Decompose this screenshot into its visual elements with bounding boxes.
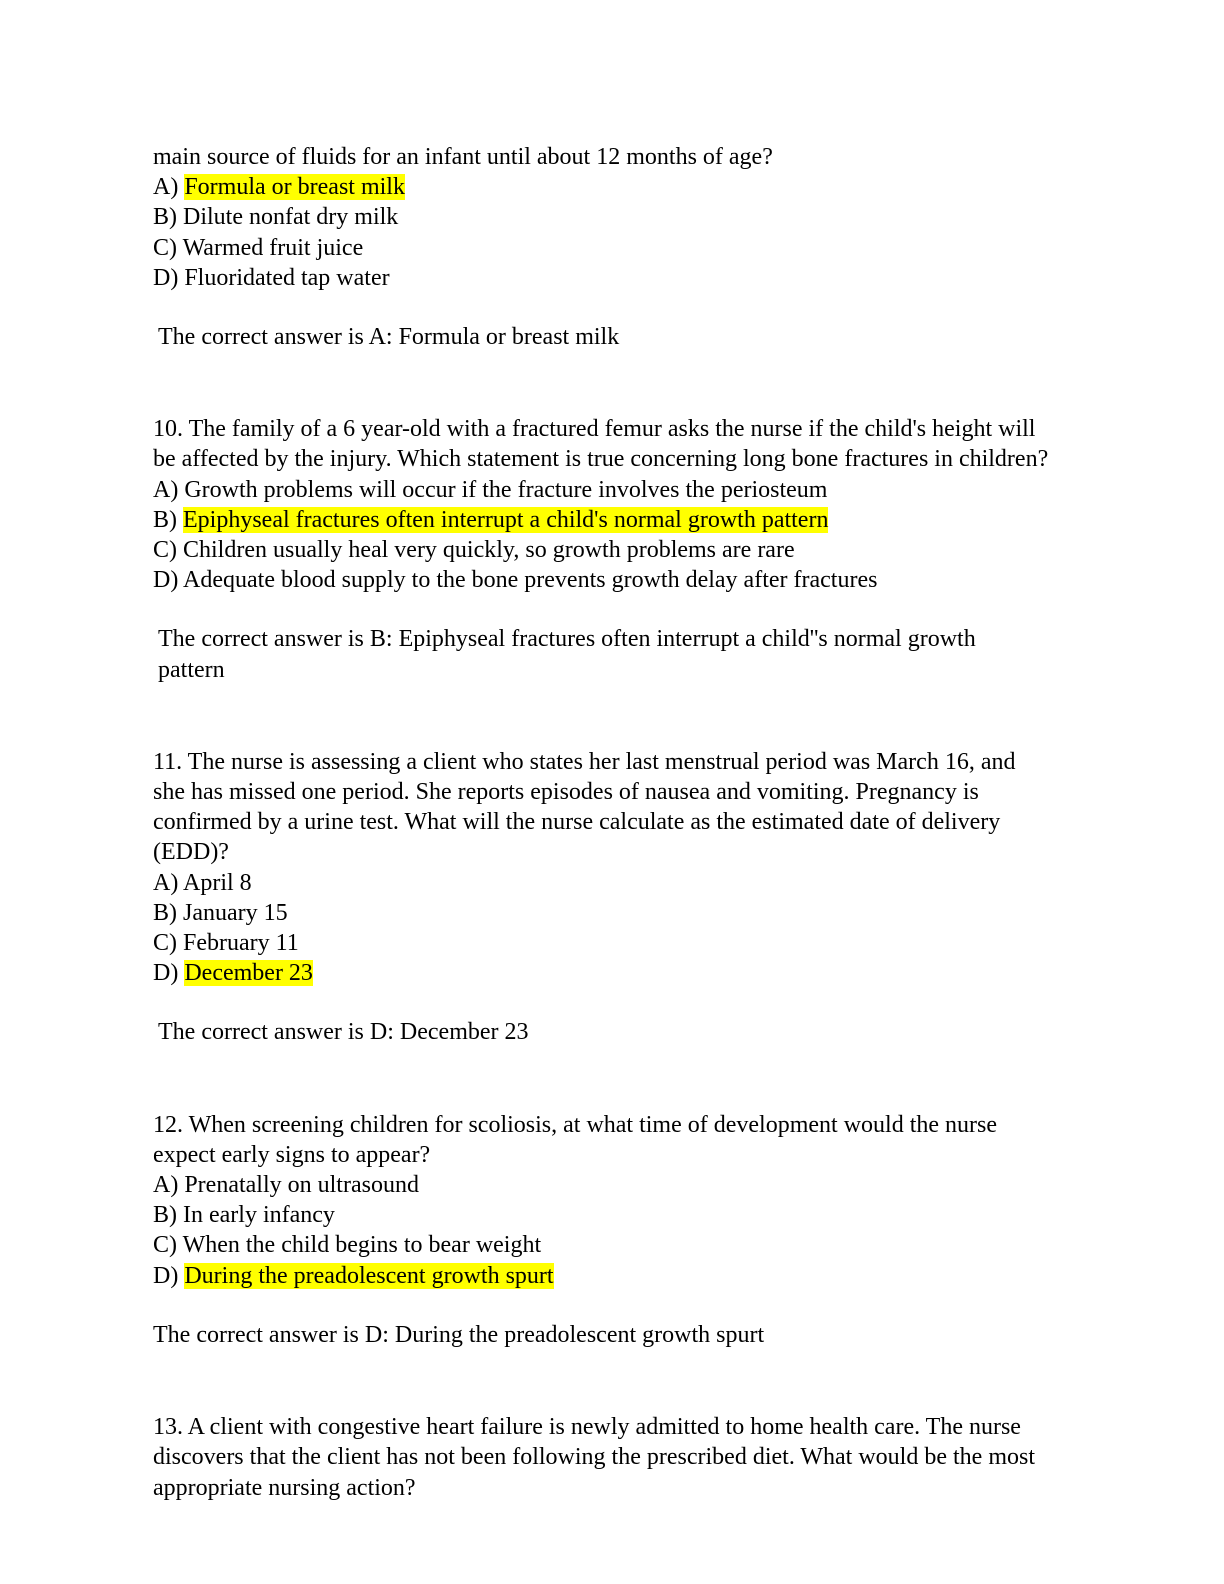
option-text: January 15 — [183, 899, 288, 926]
question-9-stem: main source of fluids for an infant until about 12 months of age? — [153, 144, 773, 170]
question-10-answer: The correct answer is B: Epiphyseal fractures often interrupt a child''s normal growth pattern — [158, 626, 976, 683]
question-9-option-b — [153, 202, 1053, 232]
option-text: Prenatally on ultrasound — [184, 1172, 419, 1199]
option-letter: C) — [153, 234, 177, 261]
question-12-option-b — [153, 1200, 1053, 1230]
question-9-option-a — [153, 172, 1053, 202]
option-letter: C) — [153, 1232, 177, 1259]
question-12-option-c — [153, 1230, 1053, 1260]
highlighted-option-text: December 23 — [184, 960, 313, 987]
question-11-answer: The correct answer is D: December 23 — [158, 1019, 529, 1046]
option-letter: D) — [153, 567, 179, 594]
question-13 — [153, 1412, 1053, 1503]
option-text: Children usually heal very quickly, so growth problems are rare — [183, 537, 795, 564]
question-9-option-c — [153, 233, 1053, 263]
question-11-option-c — [153, 928, 1053, 958]
option-text: Warmed fruit juice — [182, 234, 364, 261]
highlighted-option-text: During the preadolescent growth spurt — [184, 1262, 554, 1289]
option-letter: A) — [153, 1172, 179, 1199]
option-text: In early infancy — [183, 1202, 335, 1229]
option-text: Dilute nonfat dry milk — [183, 204, 399, 231]
option-letter: D) — [153, 1262, 179, 1289]
question-9-answer: The correct answer is A: Formula or breast milk — [158, 324, 620, 351]
question-12-option-a — [153, 1170, 1053, 1200]
question-10-option-c — [153, 535, 1053, 565]
question-11-option-b — [153, 898, 1053, 928]
option-letter: D) — [153, 960, 179, 987]
question-11-stem: 11. The nurse is assessing a client who states her last menstrual period was March 16, and she has missed one period. She reports episodes of nausea and vomiting. Pregnancy is confirmed by a urine test. What will the nurse calculate as the estimated date of delivery (EDD)? — [153, 748, 1016, 866]
document-body — [153, 142, 1053, 1503]
option-text: Fluoridated tap water — [184, 264, 390, 291]
option-letter: B) — [153, 506, 177, 533]
question-11 — [153, 747, 1053, 1048]
option-letter: A) — [153, 869, 179, 896]
question-9 — [153, 142, 1053, 352]
option-letter: D) — [153, 264, 179, 291]
option-letter: A) — [153, 476, 179, 503]
question-12-option-d — [153, 1261, 1053, 1291]
question-10 — [153, 414, 1053, 685]
question-12-answer: The correct answer is D: During the preadolescent growth spurt — [153, 1321, 765, 1348]
option-letter: C) — [153, 930, 177, 957]
option-letter: B) — [153, 899, 177, 926]
option-text: February 11 — [183, 930, 299, 957]
option-letter: B) — [153, 1202, 177, 1229]
question-9-option-d — [153, 263, 1053, 293]
question-12 — [153, 1110, 1053, 1350]
question-10-option-d — [153, 565, 1053, 595]
question-10-option-b — [153, 505, 1053, 535]
question-12-stem: 12. When screening children for scoliosis, at what time of development would the nurse expect early signs to appear? — [153, 1111, 998, 1168]
option-letter: C) — [153, 537, 177, 564]
option-letter: B) — [153, 204, 177, 231]
question-11-option-a — [153, 868, 1053, 898]
option-text: Adequate blood supply to the bone prevents growth delay after fractures — [183, 567, 878, 594]
option-text: When the child begins to bear weight — [182, 1232, 542, 1259]
highlighted-option-text: Formula or breast milk — [184, 174, 405, 201]
question-10-stem: 10. The family of a 6 year-old with a fractured femur asks the nurse if the child's height will be affected by the injury. Which statement is true concerning long bone fractures in children? — [153, 416, 1049, 473]
question-11-option-d — [153, 958, 1053, 988]
highlighted-option-text: Epiphyseal fractures often interrupt a child's normal growth pattern — [183, 506, 829, 533]
question-10-option-a — [153, 475, 1053, 505]
option-letter: A) — [153, 174, 179, 201]
option-text: Growth problems will occur if the fracture involves the periosteum — [184, 476, 828, 503]
question-13-stem: 13. A client with congestive heart failure is newly admitted to home health care. The nurse discovers that the client has not been following the prescribed diet. What would be the most appropriate nursing action? — [153, 1414, 1035, 1501]
option-text: April 8 — [183, 869, 252, 896]
